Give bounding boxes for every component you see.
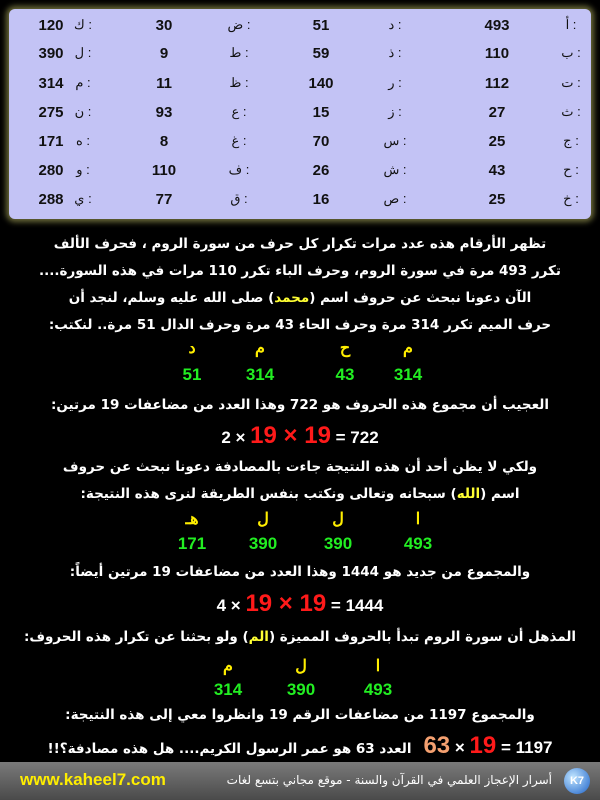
final-text: العدد 63 هو عمر الرسول الكريم.... هل هذه مصادفة؟!!	[47, 741, 412, 757]
table-letter: غ :	[231, 133, 247, 148]
site-slogan: أسرار الإعجاز العلمي في القرآن والسنة - موقع مجاني بتسع لغات	[226, 773, 552, 787]
table-letter: ع :	[231, 104, 247, 119]
paragraph-line: تكرر 493 مرة في سورة الروم، وحرف الباء تكرر 110 مرات في هذه السورة....	[39, 263, 561, 279]
letter-count: 390	[286, 680, 316, 699]
equation-1197	[423, 732, 552, 760]
paragraph-line: العجيب أن مجموع هذه الحروف هو 722 وهذا العدد من مضاعفات 19 مرتين:	[51, 397, 549, 413]
table-count: 16	[312, 191, 330, 208]
letter: ل	[332, 511, 344, 528]
paragraph-line: ولكي لا يظن أحد أن هذه النتيجة جاءت بالمصادفة دعونا نبحث عن حروف	[62, 459, 538, 475]
table-count: 70	[312, 133, 330, 150]
table-letter: ر :	[388, 75, 402, 90]
highlight-allah: الله	[456, 486, 481, 502]
table-letter: ث :	[561, 104, 581, 119]
table-count: 15	[312, 104, 330, 121]
letter-count: 314	[213, 680, 243, 699]
table-count: 140	[308, 75, 334, 92]
text: الآن دعونا نبحث عن حروف اسم (	[309, 290, 532, 306]
table-count: 30	[155, 17, 173, 34]
paragraph-line	[0, 288, 600, 308]
table-letter: ت :	[561, 75, 581, 90]
table-letter: ي :	[74, 191, 92, 206]
table-letter: ف :	[228, 162, 250, 177]
letter-count: 390	[323, 534, 353, 553]
letter-count: 171	[177, 534, 207, 553]
letter-count: 314	[393, 365, 423, 384]
eq-19: 19	[469, 732, 497, 759]
table-count: 59	[312, 45, 330, 62]
table-letter: ح :	[563, 162, 579, 177]
eq-part: = 1197	[500, 738, 553, 757]
table-letter: ل :	[74, 45, 92, 60]
letter: ا	[375, 658, 381, 675]
table-letter: ك :	[74, 17, 92, 32]
letter-count: 390	[248, 534, 278, 553]
table-letter: د :	[388, 17, 402, 32]
k7-globe-logo-icon: K7	[564, 768, 590, 794]
table-count: 493	[484, 17, 510, 34]
table-count: 390	[38, 45, 64, 62]
eq-part: = 1444	[330, 596, 384, 615]
eq-part: 4 ×	[216, 596, 241, 615]
footer-bar	[0, 762, 600, 800]
table-letter: ش :	[383, 162, 407, 177]
paragraph-line	[0, 484, 600, 504]
table-count: 26	[312, 162, 330, 179]
table-letter: ذ :	[388, 45, 402, 60]
highlight-muhammad: محمد	[274, 290, 310, 306]
table-count: 280	[38, 162, 64, 179]
table-count: 25	[488, 133, 506, 150]
table-count: 275	[38, 104, 64, 121]
table-count: 43	[488, 162, 506, 179]
letter: م	[403, 340, 413, 357]
equation-722	[0, 422, 600, 450]
table-count: 8	[159, 133, 169, 150]
table-letter: أ :	[565, 17, 577, 32]
letter-count-table	[9, 9, 591, 219]
table-letter: ص :	[383, 191, 407, 206]
eq-19x19: 19 × 19	[250, 422, 331, 449]
table-letter: ب :	[561, 45, 581, 60]
table-count: 51	[312, 17, 330, 34]
table-letter: خ :	[563, 191, 579, 206]
table-count: 171	[38, 133, 64, 150]
letter-count: 51	[182, 365, 202, 384]
paragraph-line: والمجموع 1197 من مضاعفات الرقم 19 وانظروا معي إلى هذه النتيجة:	[65, 707, 535, 723]
text: اسم (	[480, 486, 520, 502]
letter: د	[188, 340, 196, 357]
letter: م	[223, 658, 233, 675]
table-count: 25	[488, 191, 506, 208]
letter: م	[255, 340, 265, 357]
table-count: 110	[484, 45, 510, 62]
paragraph-line: تظهر الأرقام هذه عدد مرات تكرار كل حرف من سورة الروم ، فحرف الألف	[53, 236, 547, 252]
table-count: 314	[38, 75, 64, 92]
table-letter: ض :	[227, 17, 251, 32]
eq-part: = 722	[335, 428, 379, 447]
table-count: 9	[159, 45, 169, 62]
text: ) صلى الله عليه وسلم، لنجد أن	[68, 290, 275, 306]
table-letter: س :	[383, 133, 407, 148]
table-letter: ن :	[74, 104, 92, 119]
highlight-alm: الم	[248, 629, 269, 645]
eq-part: ×	[454, 738, 470, 757]
text: المذهل أن سورة الروم تبدأ بالحروف المميزة (	[268, 629, 577, 645]
table-count: 77	[155, 191, 173, 208]
site-link[interactable]: www.kaheel7.com	[20, 770, 166, 789]
table-letter: ه :	[75, 133, 91, 148]
table-letter: و :	[76, 162, 90, 177]
final-line	[0, 732, 600, 760]
letter: ا	[415, 511, 421, 528]
letter-count: 493	[363, 680, 393, 699]
table-letter: ط :	[229, 45, 249, 60]
paragraph-line	[0, 627, 600, 647]
table-count: 110	[151, 162, 177, 179]
letter: ح	[339, 340, 351, 357]
letter: ل	[257, 511, 269, 528]
table-letter: ج :	[563, 133, 579, 148]
equation-1444	[0, 590, 600, 618]
letter-count: 314	[245, 365, 275, 384]
text: ) سبحانه وتعالى ونكتب بنفس الطريقة لنرى هذه النتيجة:	[80, 486, 457, 502]
table-count: 27	[488, 104, 506, 121]
table-letter: م :	[75, 75, 91, 90]
eq-63: 63	[423, 732, 451, 759]
letter-count: 493	[403, 534, 433, 553]
eq-19x19: 19 × 19	[245, 590, 327, 617]
table-letter: ظ :	[229, 75, 249, 90]
text: ) ولو بحثنا عن تكرار هذه الحروف:	[23, 629, 249, 645]
paragraph-line: والمجموع من جديد هو 1444 وهذا العدد من مضاعفات 19 مرتين أيضاً:	[69, 564, 531, 580]
table-count: 93	[155, 104, 173, 121]
letter: ل	[295, 658, 307, 675]
paragraph-line: حرف الميم تكرر 314 مرة وحرف الحاء 43 مرة وحرف الدال 51 مرة.. لنكتب:	[48, 317, 552, 333]
table-letter: ق :	[230, 191, 248, 206]
table-count: 112	[484, 75, 510, 92]
table-count: 120	[38, 17, 64, 34]
table-count: 288	[38, 191, 64, 208]
eq-part: 2 ×	[221, 428, 246, 447]
table-letter: ز :	[388, 104, 402, 119]
letter: هـ	[185, 511, 199, 528]
table-count: 11	[156, 75, 172, 92]
letter-count: 43	[335, 365, 355, 384]
